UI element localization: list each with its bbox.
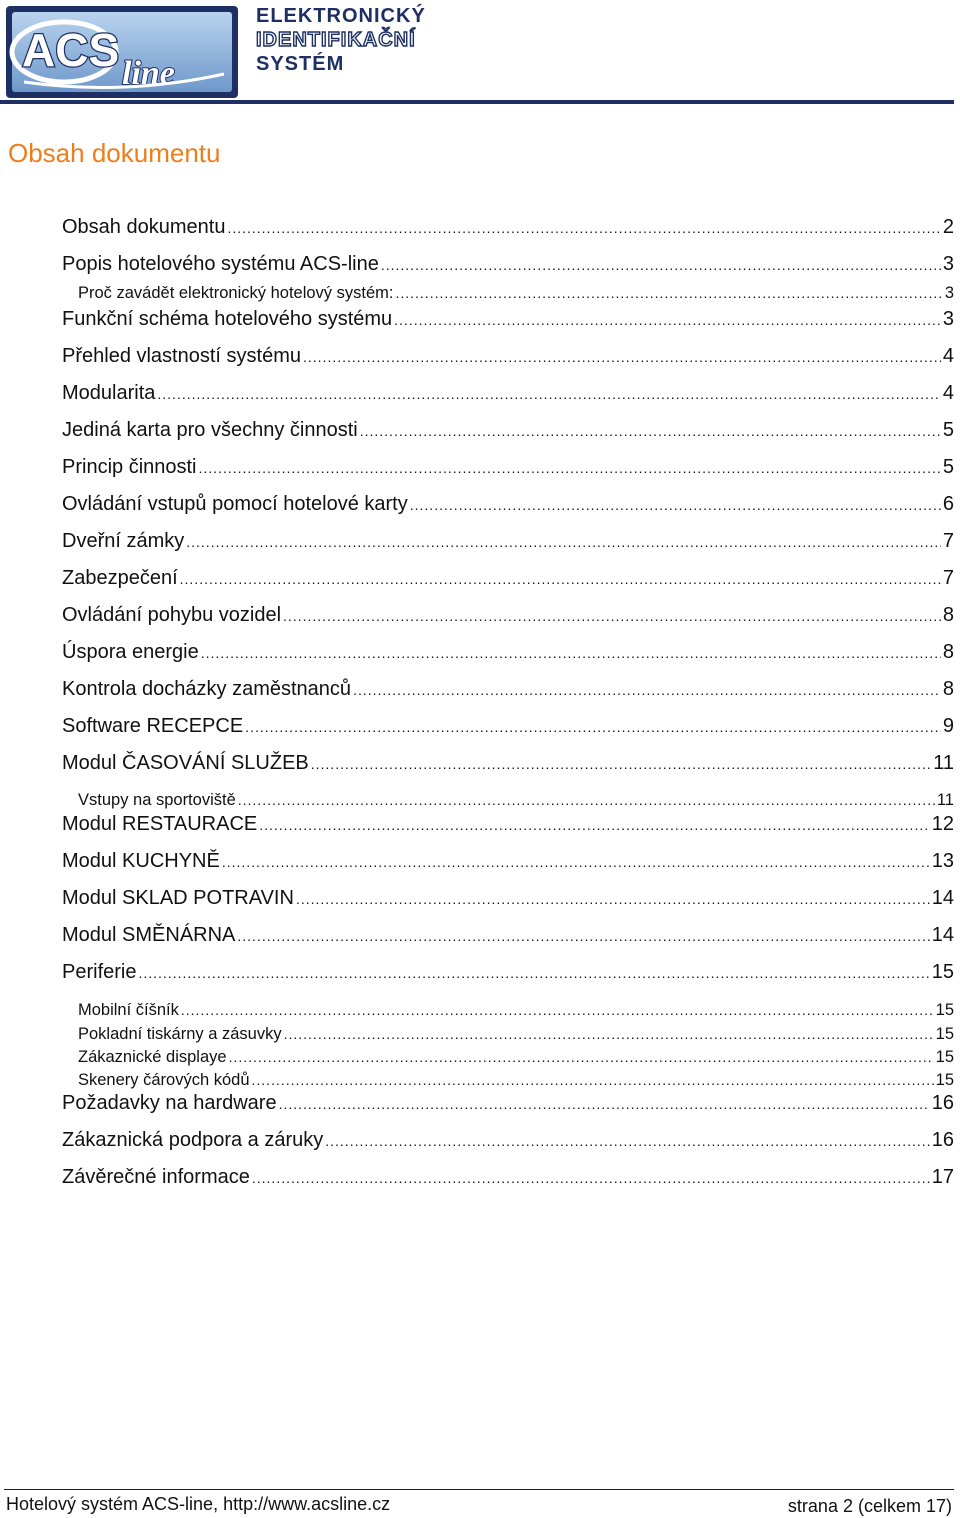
toc-leader-dots: [395, 285, 942, 301]
toc-leader-dots: [237, 928, 929, 944]
toc-entry[interactable]: [78, 1025, 954, 1047]
toc-leader-dots: [296, 891, 930, 907]
toc-entry-page: 7: [942, 530, 954, 552]
toc-entry-page: 11: [933, 752, 954, 774]
toc-entry-page: 15: [935, 1071, 954, 1089]
toc-entry-title: Vstupy na sportoviště: [78, 791, 236, 809]
toc-entry-page: 14: [931, 924, 954, 946]
toc-entry[interactable]: [62, 216, 954, 244]
toc-entry-title: Modul KUCHYNĚ: [62, 850, 220, 872]
toc-entry[interactable]: [62, 1166, 954, 1194]
toc-entry[interactable]: [62, 493, 954, 521]
toc-entry-title: Princip činnosti: [62, 456, 197, 478]
toc-leader-dots: [238, 792, 935, 808]
toc-entry-page: 6: [942, 493, 954, 515]
toc-entry-title: Kontrola docházky zaměstnanců: [62, 678, 352, 700]
toc-entry-page: 4: [942, 345, 954, 367]
toc-entry[interactable]: [62, 567, 954, 595]
svg-text:ACS: ACS: [22, 24, 120, 76]
toc-entry[interactable]: [78, 1001, 954, 1023]
toc-leader-dots: [245, 719, 941, 735]
toc-entry-title: Přehled vlastností systému: [62, 345, 301, 367]
toc-entry-page: 15: [935, 1025, 954, 1043]
toc-entry-page: 8: [942, 604, 954, 626]
toc-entry-page: 3: [942, 253, 954, 275]
toc-entry[interactable]: [62, 530, 954, 558]
toc-entry-page: 15: [935, 1048, 954, 1066]
toc-entry[interactable]: [62, 604, 954, 632]
toc-entry-title: Modularita: [62, 382, 156, 404]
toc-entry[interactable]: [62, 308, 954, 336]
toc-entry-title: Funkční schéma hotelového systému: [62, 308, 393, 330]
toc-entry[interactable]: [62, 1129, 954, 1157]
toc-entry-title: Zákaznické displaye: [78, 1048, 227, 1066]
svg-text:line: line: [122, 55, 175, 92]
toc-leader-dots: [201, 645, 941, 661]
toc-entry-title: Závěrečné informace: [62, 1166, 250, 1188]
toc-leader-dots: [284, 1026, 934, 1042]
toc-entry[interactable]: [78, 791, 954, 813]
toc-leader-dots: [229, 1049, 934, 1065]
toc-entry-page: 17: [931, 1166, 954, 1188]
acs-line-logo: [4, 4, 240, 100]
toc-entry[interactable]: [62, 961, 954, 989]
toc-entry[interactable]: [78, 1071, 954, 1093]
toc-leader-dots: [222, 854, 930, 870]
toc-entry-title: Požadavky na hardware: [62, 1092, 277, 1114]
toc-entry-page: 16: [931, 1129, 954, 1151]
toc-entry-page: 14: [931, 887, 954, 909]
toc-entry-page: 9: [942, 715, 954, 737]
toc-entry[interactable]: [62, 382, 954, 410]
toc-entry-title: Obsah dokumentu: [62, 216, 226, 238]
brand-line-1: ELEKTRONICKÝ: [256, 5, 426, 27]
toc-entry-page: 8: [942, 678, 954, 700]
toc-leader-dots: [259, 817, 930, 833]
toc-leader-dots: [283, 608, 941, 624]
toc-entry-title: Dveřní zámky: [62, 530, 185, 552]
header-divider: [0, 100, 954, 104]
document-title: Obsah dokumentu: [8, 138, 221, 168]
toc-entry-title: Modul RESTAURACE: [62, 813, 258, 835]
toc-entry-page: 7: [942, 567, 954, 589]
brand-wordmark: [256, 4, 426, 76]
toc-entry[interactable]: [62, 1092, 954, 1120]
toc-leader-dots: [360, 423, 941, 439]
toc-entry[interactable]: [62, 678, 954, 706]
toc-entry[interactable]: [62, 419, 954, 447]
toc-entry[interactable]: [62, 850, 954, 878]
toc-entry-title: Zákaznická podpora a záruky: [62, 1129, 324, 1151]
toc-entry-title: Software RECEPCE: [62, 715, 244, 737]
toc-entry[interactable]: [78, 284, 954, 306]
toc-entry-page: 3: [942, 308, 954, 330]
toc-leader-dots: [186, 534, 941, 550]
toc-entry-title: Proč zavádět elektronický hotelový systém:: [78, 284, 394, 302]
toc-entry-page: 11: [936, 791, 954, 809]
toc-leader-dots: [394, 312, 941, 328]
toc-leader-dots: [180, 571, 941, 587]
toc-entry-page: 15: [935, 1001, 954, 1019]
toc-entry[interactable]: [62, 641, 954, 669]
toc-entry-page: 4: [942, 382, 954, 404]
toc-entry[interactable]: [62, 456, 954, 484]
toc-entry-title: Pokladní tiskárny a zásuvky: [78, 1025, 282, 1043]
toc-entry-page: 3: [944, 284, 954, 302]
toc-entry-page: 13: [931, 850, 954, 872]
toc-entry[interactable]: [62, 813, 954, 841]
toc-leader-dots: [381, 257, 941, 273]
page-header: [0, 0, 960, 106]
toc-leader-dots: [410, 497, 941, 513]
toc-entry[interactable]: [62, 924, 954, 952]
toc-entry[interactable]: [62, 887, 954, 915]
toc-entry-title: Ovládání vstupů pomocí hotelové karty: [62, 493, 408, 515]
toc-entry[interactable]: [62, 752, 954, 780]
toc-entry-title: Periferie: [62, 961, 137, 983]
toc-entry-title: Úspora energie: [62, 641, 199, 663]
toc-entry[interactable]: [62, 715, 954, 743]
toc-leader-dots: [157, 386, 940, 402]
toc-entry[interactable]: [62, 345, 954, 373]
toc-entry-page: 16: [931, 1092, 954, 1114]
toc-entry-page: 5: [942, 456, 954, 478]
toc-leader-dots: [227, 220, 940, 236]
toc-entry-page: 8: [942, 641, 954, 663]
brand-line-2: IDENTIFIKAČNÍ: [256, 29, 416, 51]
toc-entry-title: Jediná karta pro všechny činnosti: [62, 419, 358, 441]
toc-leader-dots: [138, 965, 929, 981]
toc-leader-dots: [199, 460, 941, 476]
toc-leader-dots: [252, 1170, 930, 1186]
toc-leader-dots: [303, 349, 941, 365]
toc-entry[interactable]: [62, 253, 954, 281]
toc-entry-page: 12: [931, 813, 954, 835]
brand-line-3: SYSTÉM: [256, 53, 345, 75]
toc-entry-title: Ovládání pohybu vozidel: [62, 604, 282, 626]
footer-page-number: strana 2 (celkem 17): [787, 1496, 952, 1516]
toc-entry-title: Modul ČASOVÁNÍ SLUŽEB: [62, 752, 309, 774]
toc-entry-title: Zabezpečení: [62, 567, 178, 589]
toc-entry-page: 15: [931, 961, 954, 983]
toc-entry-title: Mobilní číšník: [78, 1001, 179, 1019]
toc-leader-dots: [181, 1002, 934, 1018]
toc-entry-title: Popis hotelového systému ACS-line: [62, 253, 379, 275]
toc-entry-title: Modul SMĚNÁRNA: [62, 924, 236, 946]
toc-leader-dots: [279, 1096, 930, 1112]
toc-leader-dots: [325, 1133, 930, 1149]
toc-entry-title: Skenery čárových kódů: [78, 1071, 250, 1089]
footer-site-text: Hotelový systém ACS-line, http://www.acsline.cz: [6, 1494, 391, 1514]
toc-entry-title: Modul SKLAD POTRAVIN: [62, 887, 294, 909]
footer-divider: [4, 1489, 954, 1490]
toc-leader-dots: [353, 682, 941, 698]
toc-entry-page: 2: [942, 216, 954, 238]
toc-entry-page: 5: [942, 419, 954, 441]
toc-leader-dots: [252, 1072, 934, 1088]
toc-leader-dots: [311, 756, 931, 772]
toc-entry[interactable]: [78, 1048, 954, 1070]
